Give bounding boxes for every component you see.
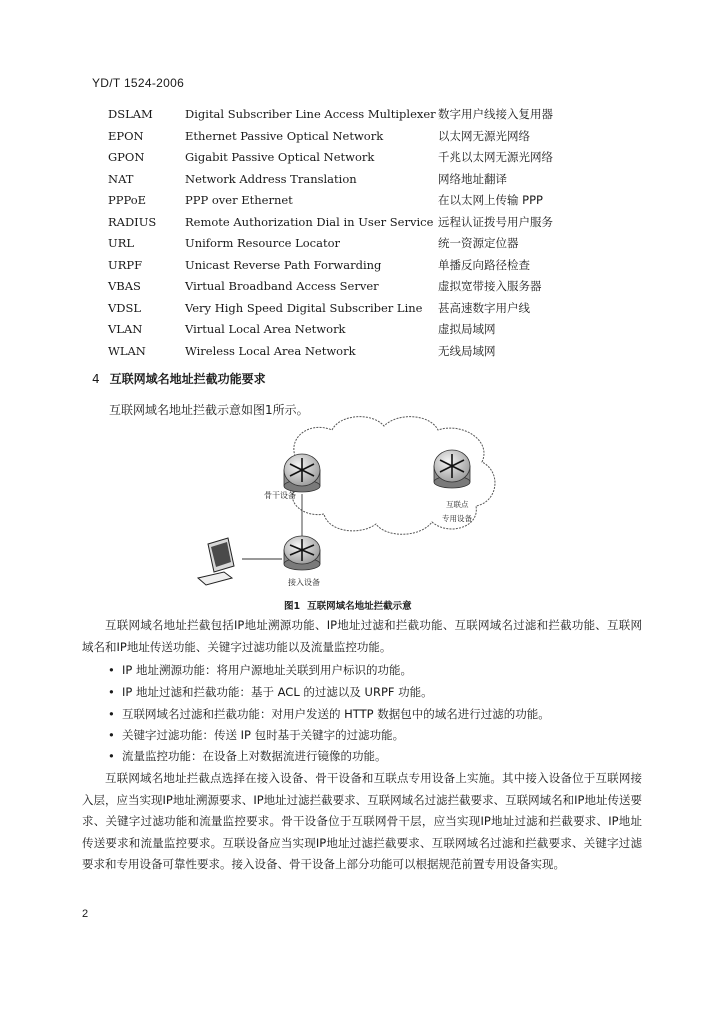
abbr-chinese: 虚拟局域网	[438, 322, 496, 336]
list-item-text: IP 地址溯源功能：将用户源地址关联到用户标识的功能。	[122, 663, 412, 677]
list-item	[108, 706, 550, 722]
access-router-icon	[284, 536, 320, 570]
core-router-icon	[284, 454, 320, 492]
section-number: 4	[92, 372, 100, 386]
abbr-chinese: 数字用户线接入复用器	[438, 107, 553, 121]
abbr-code: VBAS	[108, 279, 141, 293]
list-item-text: 关键字过滤功能：传送 IP 包时基于关键字的过滤功能。	[122, 728, 405, 742]
abbr-code: URPF	[108, 257, 143, 272]
figure-number: 图1	[284, 601, 301, 612]
abbr-chinese: 甚高速数字用户线	[438, 300, 530, 315]
list-item	[108, 684, 433, 700]
abbr-english: Network Address Translation	[185, 171, 357, 186]
abbr-code: EPON	[108, 128, 144, 143]
access-device-label: 接入设备	[288, 578, 320, 587]
figure-caption-text: 互联网域名地址拦截示意	[307, 601, 412, 612]
special-device-label-line1: 互联点	[446, 500, 469, 509]
bullet-icon: •	[108, 685, 115, 699]
abbr-chinese: 千兆以太网无源光网络	[438, 150, 553, 164]
abbr-code: NAT	[108, 171, 134, 186]
abbr-english: Virtual Broadband Access Server	[185, 279, 379, 293]
figure-caption	[284, 598, 412, 612]
abbr-chinese: 远程认证拨号用户服务	[438, 214, 553, 229]
standard-header: YD/T 1524-2006	[92, 76, 185, 90]
bullet-icon: •	[108, 707, 115, 721]
abbr-code: RADIUS	[108, 214, 157, 229]
page-number: 2	[82, 908, 89, 920]
bullet-icon: •	[108, 728, 115, 742]
abbr-english: Wireless Local Area Network	[185, 343, 356, 358]
bullet-icon: •	[108, 749, 115, 763]
abbr-english: PPP over Ethernet	[185, 193, 293, 207]
abbr-english: Ethernet Passive Optical Network	[185, 128, 384, 143]
abbr-english: Very High Speed Digital Subscriber Line	[185, 300, 423, 315]
list-item-text: 流量监控功能：在设备上对数据流进行镜像的功能。	[122, 749, 387, 763]
abbr-english: Uniform Resource Locator	[185, 236, 341, 250]
abbr-code: DSLAM	[108, 107, 153, 121]
bullet-icon: •	[108, 663, 115, 677]
list-item-text: IP 地址过滤和拦截功能：基于 ACL 的过滤以及 URPF 功能。	[122, 685, 433, 699]
abbr-english: Virtual Local Area Network	[185, 322, 346, 336]
abbr-chinese: 网络地址翻译	[438, 171, 507, 186]
list-item	[108, 748, 387, 764]
core-device-label: 骨干设备	[264, 491, 296, 500]
section-title-text: 互联网域名地址拦截功能要求	[109, 372, 266, 386]
list-item	[108, 727, 404, 743]
section-heading	[92, 370, 266, 387]
abbr-code: WLAN	[108, 343, 146, 358]
abbr-english: Gigabit Passive Optical Network	[185, 150, 375, 164]
network-diagram	[180, 410, 520, 595]
abbr-code: URL	[108, 236, 134, 250]
abbr-english: Digital Subscriber Line Access Multiplexer	[185, 107, 436, 121]
abbr-chinese: 虚拟宽带接入服务器	[438, 279, 542, 293]
abbr-code: VLAN	[108, 322, 143, 336]
abbr-code: VDSL	[108, 300, 142, 315]
abbr-chinese: 无线局域网	[438, 343, 496, 358]
abbr-english: Unicast Reverse Path Forwarding	[185, 257, 382, 272]
special-router-icon	[434, 450, 470, 488]
paragraph-functions: 互联网域名地址拦截包括IP地址溯源功能、IP地址过滤和拦截功能、互联网域名过滤和拦截功能、互联网域名和IP地址传送功能、关键字过滤功能以及流量监控功能。	[82, 618, 642, 654]
abbr-chinese: 在以太网上传输 PPP	[438, 193, 543, 207]
paragraph-deployment: 互联网域名地址拦截点选择在接入设备、骨干设备和互联点专用设备上实施。其中接入设备位于互联网接入层，应当实现IP地址溯源要求、IP地址过滤拦截要求、互联网域名过滤拦截要求、互联网域名和IP地址传送要求、关键字过滤功能和流量监控要求。骨干设备位于互联网骨干层，应当实现IP地址过滤和拦截要求、IP地址传送要求和流量监控要求。互联设备应当实现IP地址过滤拦截要求、互联网域名过滤和拦截要求、关键字过滤要求和专用设备可靠性要求。接入设备、骨干设备上部分功能可以根据规范前置专用设备实现。	[82, 771, 642, 871]
abbr-chinese: 单播反向路径检查	[438, 257, 530, 272]
abbr-code: PPPoE	[108, 193, 147, 207]
computer-icon	[198, 538, 234, 585]
list-item	[108, 662, 412, 678]
abbr-code: GPON	[108, 150, 145, 164]
list-item-text: 互联网域名过滤和拦截功能：对用户发送的 HTTP 数据包中的域名进行过滤的功能。	[122, 707, 550, 721]
abbr-chinese: 以太网无源光网络	[438, 128, 530, 143]
abbr-chinese: 统一资源定位器	[438, 236, 519, 250]
special-device-label-line2: 专用设备	[442, 514, 472, 523]
intro-sentence: 互联网域名地址拦截示意如图1所示。	[109, 403, 309, 417]
abbr-english: Remote Authorization Dial in User Service	[185, 214, 434, 229]
